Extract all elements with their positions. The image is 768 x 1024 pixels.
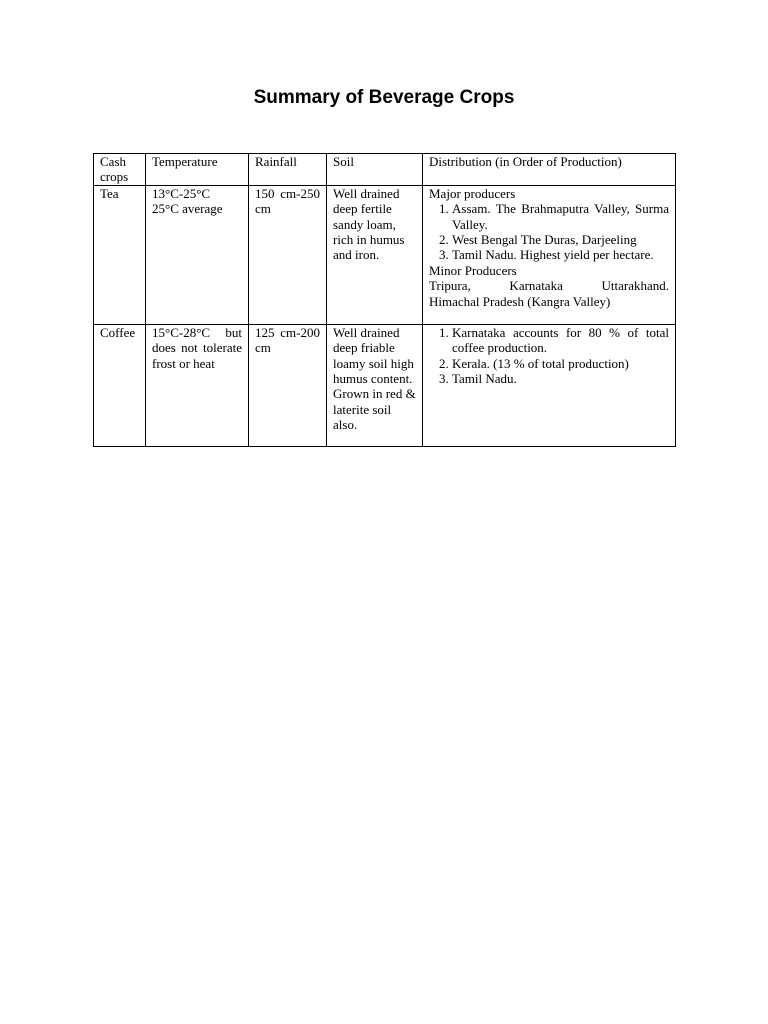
header-distribution: Distribution (in Order of Production) <box>423 154 676 186</box>
list-item: 3. Tamil Nadu. Highest yield per hectare. <box>452 247 669 262</box>
coffee-soil-cell: Well drained deep friable loamy soil high humus content. Grown in red & laterite soil also. <box>327 324 423 446</box>
coffee-distribution-list <box>429 325 669 387</box>
page-title: Summary of Beverage Crops <box>253 87 515 108</box>
tea-distribution-cell <box>423 185 676 324</box>
tea-temperature-cell <box>146 185 249 324</box>
tea-soil-cell: Well drained deep fertile sandy loam, rich in humus and iron. <box>327 185 423 324</box>
list-item: 1. Karnataka accounts for 80 % of total coffee production. <box>452 325 669 356</box>
tea-major-list <box>429 201 669 263</box>
tea-minor-heading: Minor Producers <box>429 262 517 278</box>
list-item: 2. West Bengal The Duras, Darjeeling <box>452 232 669 247</box>
table-row-tea <box>94 185 676 324</box>
tea-minor-line2: Himachal Pradesh (Kangra Valley) <box>429 293 611 309</box>
list-item: 1. Assam. The Brahmaputra Valley, Surma Valley. <box>452 201 669 232</box>
tea-temperature-average: 25°C average <box>152 201 223 217</box>
table-row-coffee <box>94 324 676 446</box>
coffee-temperature-cell: 15°C-28°C but does not tolerate frost or heat <box>146 324 249 446</box>
header-temperature: Temperature <box>146 154 249 186</box>
tea-major-heading: Major producers <box>429 185 516 201</box>
coffee-crop-cell: Coffee <box>94 324 146 446</box>
tea-temperature-range: 13°C-25°C <box>152 185 211 201</box>
list-item: 2. Kerala. (13 % of total production) <box>452 356 669 371</box>
header-soil: Soil <box>327 154 423 186</box>
table-header-row <box>94 154 676 186</box>
header-rainfall: Rainfall <box>249 154 327 186</box>
header-cash-crops: Cash crops <box>94 154 146 186</box>
tea-minor-line1: Tripura, Karnataka Uttarakhand. <box>429 278 669 294</box>
list-item: 3. Tamil Nadu. <box>452 371 669 386</box>
tea-crop-cell: Tea <box>94 185 146 324</box>
tea-rainfall-cell: 150 cm-250 cm <box>249 185 327 324</box>
coffee-distribution-cell <box>423 324 676 446</box>
beverage-crops-table <box>93 153 676 447</box>
coffee-rainfall-cell: 125 cm-200 cm <box>249 324 327 446</box>
